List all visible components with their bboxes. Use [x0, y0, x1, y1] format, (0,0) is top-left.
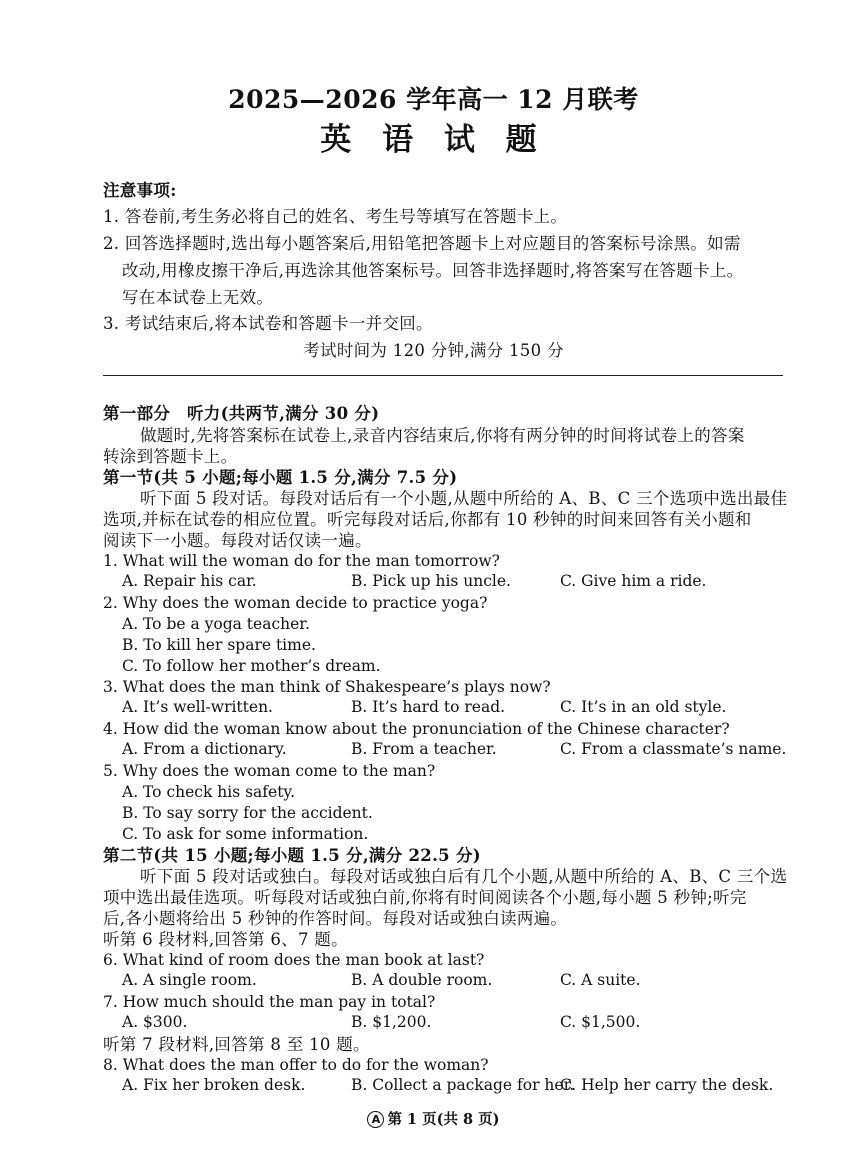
option-c: C. Give him a ride. — [560, 572, 707, 590]
section2-heading: 第二节(共 15 小题;每小题 1.5 分,满分 22.5 分) — [103, 846, 481, 865]
section1-heading: 第一节(共 5 小题;每小题 1.5 分,满分 7.5 分) — [103, 468, 458, 487]
exam-title: 2025—2026 学年高一 12 月联考 — [228, 85, 639, 114]
option-c: C. A suite. — [560, 971, 641, 989]
note-line: 改动,用橡皮擦干净后,再选涂其他答案标号。回答非选择题时,将答案写在答题卡上。 — [122, 261, 744, 280]
option-b: B. Pick up his uncle. — [351, 572, 511, 590]
question-options — [0, 1076, 867, 1097]
question-stem: 2. Why does the woman decide to practice yoga? — [103, 594, 488, 612]
question-stem: 5. Why does the woman come to the man? — [103, 762, 436, 780]
option-b: B. To kill her spare time. — [122, 636, 316, 654]
option-a: A. $300. — [122, 1013, 188, 1031]
question-options — [0, 572, 867, 593]
material-instruction: 听第 7 段材料,回答第 8 至 10 题。 — [103, 1035, 370, 1054]
option-a: A. From a dictionary. — [122, 740, 287, 758]
note-line: 写在本试卷上无效。 — [122, 288, 274, 307]
question-options — [0, 740, 867, 761]
option-c: C. To ask for some information. — [122, 825, 369, 843]
option-a: A. A single room. — [122, 971, 257, 989]
section2-intro: 听下面 5 段对话或独白。每段对话或独白后有几个小题,从题中所给的 A、B、C 三个选 — [140, 867, 788, 886]
option-b: B. It’s hard to read. — [351, 698, 506, 716]
option-a: A. It’s well-written. — [122, 698, 273, 716]
question-stem: 7. How much should the man pay in total? — [103, 993, 436, 1011]
option-a: A. Fix her broken desk. — [122, 1076, 306, 1094]
version-mark: A — [367, 1111, 384, 1128]
option-a: A. To check his safety. — [122, 783, 296, 801]
option-b: B. To say sorry for the accident. — [122, 804, 373, 822]
section1-intro: 听下面 5 段对话。每段对话后有一个小题,从题中所给的 A、B、C 三个选项中选出最佳 — [140, 489, 788, 508]
option-a: A. To be a yoga teacher. — [122, 615, 310, 633]
question-options — [0, 698, 867, 719]
note-line: 2. 回答选择题时,选出每小题答案后,用铅笔把答题卡上对应题目的答案标号涂黑。如需 — [103, 234, 741, 253]
section1-intro: 选项,并标在试卷的相应位置。听完每段对话后,你都有 10 秒钟的时间来回答有关小题和 — [103, 510, 752, 529]
note-line: 3. 考试结束后,将本试卷和答题卡一并交回。 — [103, 314, 433, 333]
question-options — [0, 1013, 867, 1034]
question-stem: 4. How did the woman know about the pronunciation of the Chinese character? — [103, 720, 730, 738]
option-c: C. $1,500. — [560, 1013, 641, 1031]
notes-heading: 注意事项: — [103, 181, 177, 200]
page-number: 第 1 页(共 8 页) — [387, 1111, 500, 1128]
question-stem: 3. What does the man think of Shakespeare’s plays now? — [103, 678, 551, 696]
subject-title: 英 语 试 题 — [320, 122, 547, 158]
material-instruction: 听第 6 段材料,回答第 6、7 题。 — [103, 930, 348, 949]
section2-intro: 后,各小题将给出 5 秒钟的作答时间。每段对话或独白读两遍。 — [103, 909, 568, 928]
page-footer — [0, 1108, 867, 1129]
note-line: 1. 答卷前,考生务必将自己的姓名、考生号等填写在答题卡上。 — [103, 207, 568, 226]
question-stem: 6. What kind of room does the man book at last? — [103, 951, 485, 969]
section1-intro: 阅读下一小题。每段对话仅读一遍。 — [103, 531, 372, 550]
option-c: C. It’s in an old style. — [560, 698, 727, 716]
option-b: B. A double room. — [351, 971, 493, 989]
divider — [103, 375, 783, 376]
section2-intro: 项中选出最佳选项。听每段对话或独白前,你将有时间阅读各个小题,每小题 5 秒钟;听完 — [103, 888, 747, 907]
question-stem: 8. What does the man offer to do for the woman? — [103, 1056, 489, 1074]
option-c: C. Help her carry the desk. — [560, 1076, 774, 1094]
exam-time: 考试时间为 120 分钟,满分 150 分 — [303, 341, 564, 360]
option-b: B. Collect a package for her. — [351, 1076, 575, 1094]
part1-intro: 做题时,先将答案标在试卷上,录音内容结束后,你将有两分钟的时间将试卷上的答案 — [140, 426, 745, 445]
option-a: A. Repair his car. — [122, 572, 257, 590]
option-c: C. To follow her mother’s dream. — [122, 657, 381, 675]
part1-intro: 转涂到答题卡上。 — [103, 447, 238, 466]
option-c: C. From a classmate’s name. — [560, 740, 787, 758]
question-options — [0, 971, 867, 992]
option-b: B. $1,200. — [351, 1013, 432, 1031]
part1-heading: 第一部分 听力(共两节,满分 30 分) — [103, 404, 380, 423]
option-b: B. From a teacher. — [351, 740, 497, 758]
question-stem: 1. What will the woman do for the man tomorrow? — [103, 552, 500, 570]
